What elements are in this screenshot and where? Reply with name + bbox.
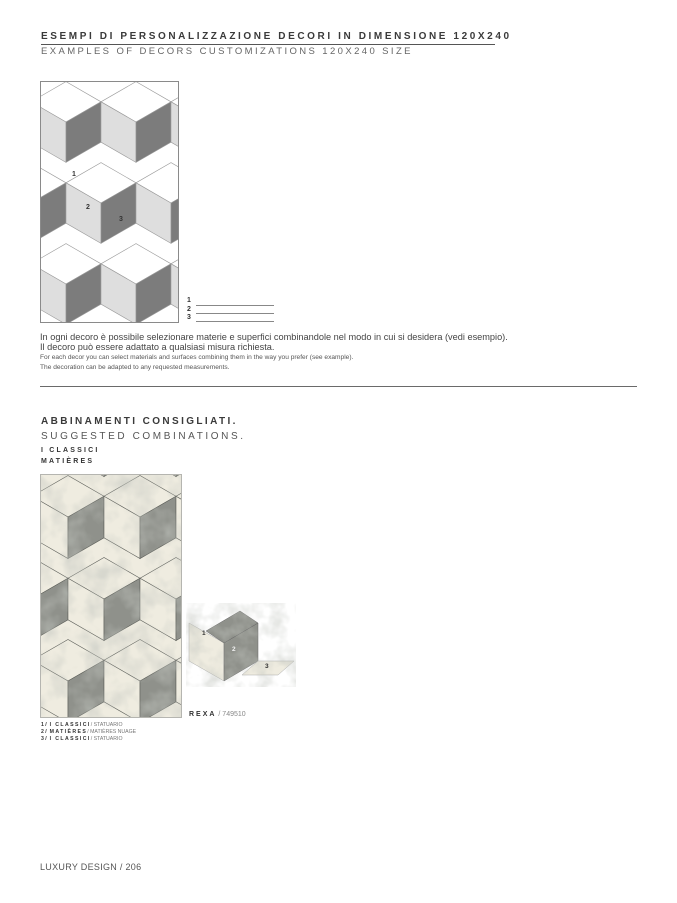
combinations-title-english: SUGGESTED COMBINATIONS. (41, 431, 246, 442)
section-title-english: EXAMPLES OF DECORS CUSTOMIZATIONS 120X240 SIZE (41, 46, 413, 57)
collection-name-2: MATIÈRES (41, 458, 95, 465)
decor-example-panel (40, 81, 179, 323)
tile-marker-1: 1 (202, 630, 206, 637)
rexa-tile-pattern (186, 603, 296, 687)
combinations-title-italian: ABBINAMENTI CONSIGLIATI. (41, 416, 238, 427)
legend-line-3 (196, 321, 274, 322)
legend-number-3: 3 (187, 314, 191, 321)
legend-line-2 (196, 313, 274, 314)
example-marker-2: 2 (86, 204, 90, 211)
tile-face-left (171, 264, 179, 323)
description-english-1: For each decor you can select materials and surfaces combining them in the way you prefer (see example). (40, 354, 354, 361)
caption-row-1: 1/ I CLASSICI/ STATUARIO (41, 722, 123, 728)
section-title-italian: ESEMPI DI PERSONALIZZAZIONE DECORI IN DIMENSIONE 120X240 (41, 31, 512, 42)
product-code: / 749510 (218, 711, 246, 718)
legend-line-1 (196, 305, 274, 306)
legend-number-1: 1 (187, 297, 191, 304)
title-underline (41, 44, 495, 45)
product-name: REXA (189, 711, 217, 718)
tile-face-left (171, 102, 179, 163)
collection-name-1: I CLASSICI (41, 447, 100, 454)
description-italian-1: In ogni decoro è possibile selezionare materie e superfici combinandole nel modo in cui si desidera (vedi esempio). (40, 332, 508, 342)
tile-vein-texture (186, 603, 296, 687)
example-marker-3: 3 (119, 216, 123, 223)
decor-example-pattern (41, 82, 179, 323)
page-footer: LUXURY DESIGN / 206 (40, 862, 142, 872)
caption-row-3: 3/ I CLASSICI/ STATUARIO (41, 736, 123, 742)
description-italian-2: Il decoro può essere adattato a qualsiasi misura richiesta. (40, 342, 275, 352)
marble-vein-texture (41, 475, 182, 718)
rexa-tile-sample (186, 603, 296, 687)
section-divider (40, 386, 637, 387)
tile-marker-2: 2 (232, 646, 236, 653)
product-label (189, 711, 246, 718)
caption-row-2: 2/ MATIÈRES/ MATIÈRES NUAGE (41, 729, 137, 735)
example-marker-1: 1 (72, 171, 76, 178)
marble-decor-pattern (41, 475, 182, 718)
tile-marker-3: 3 (265, 663, 269, 670)
legend-number-2: 2 (187, 306, 191, 313)
marble-decor-panel (40, 474, 182, 718)
description-english-2: The decoration can be adapted to any requested measurements. (40, 364, 230, 371)
